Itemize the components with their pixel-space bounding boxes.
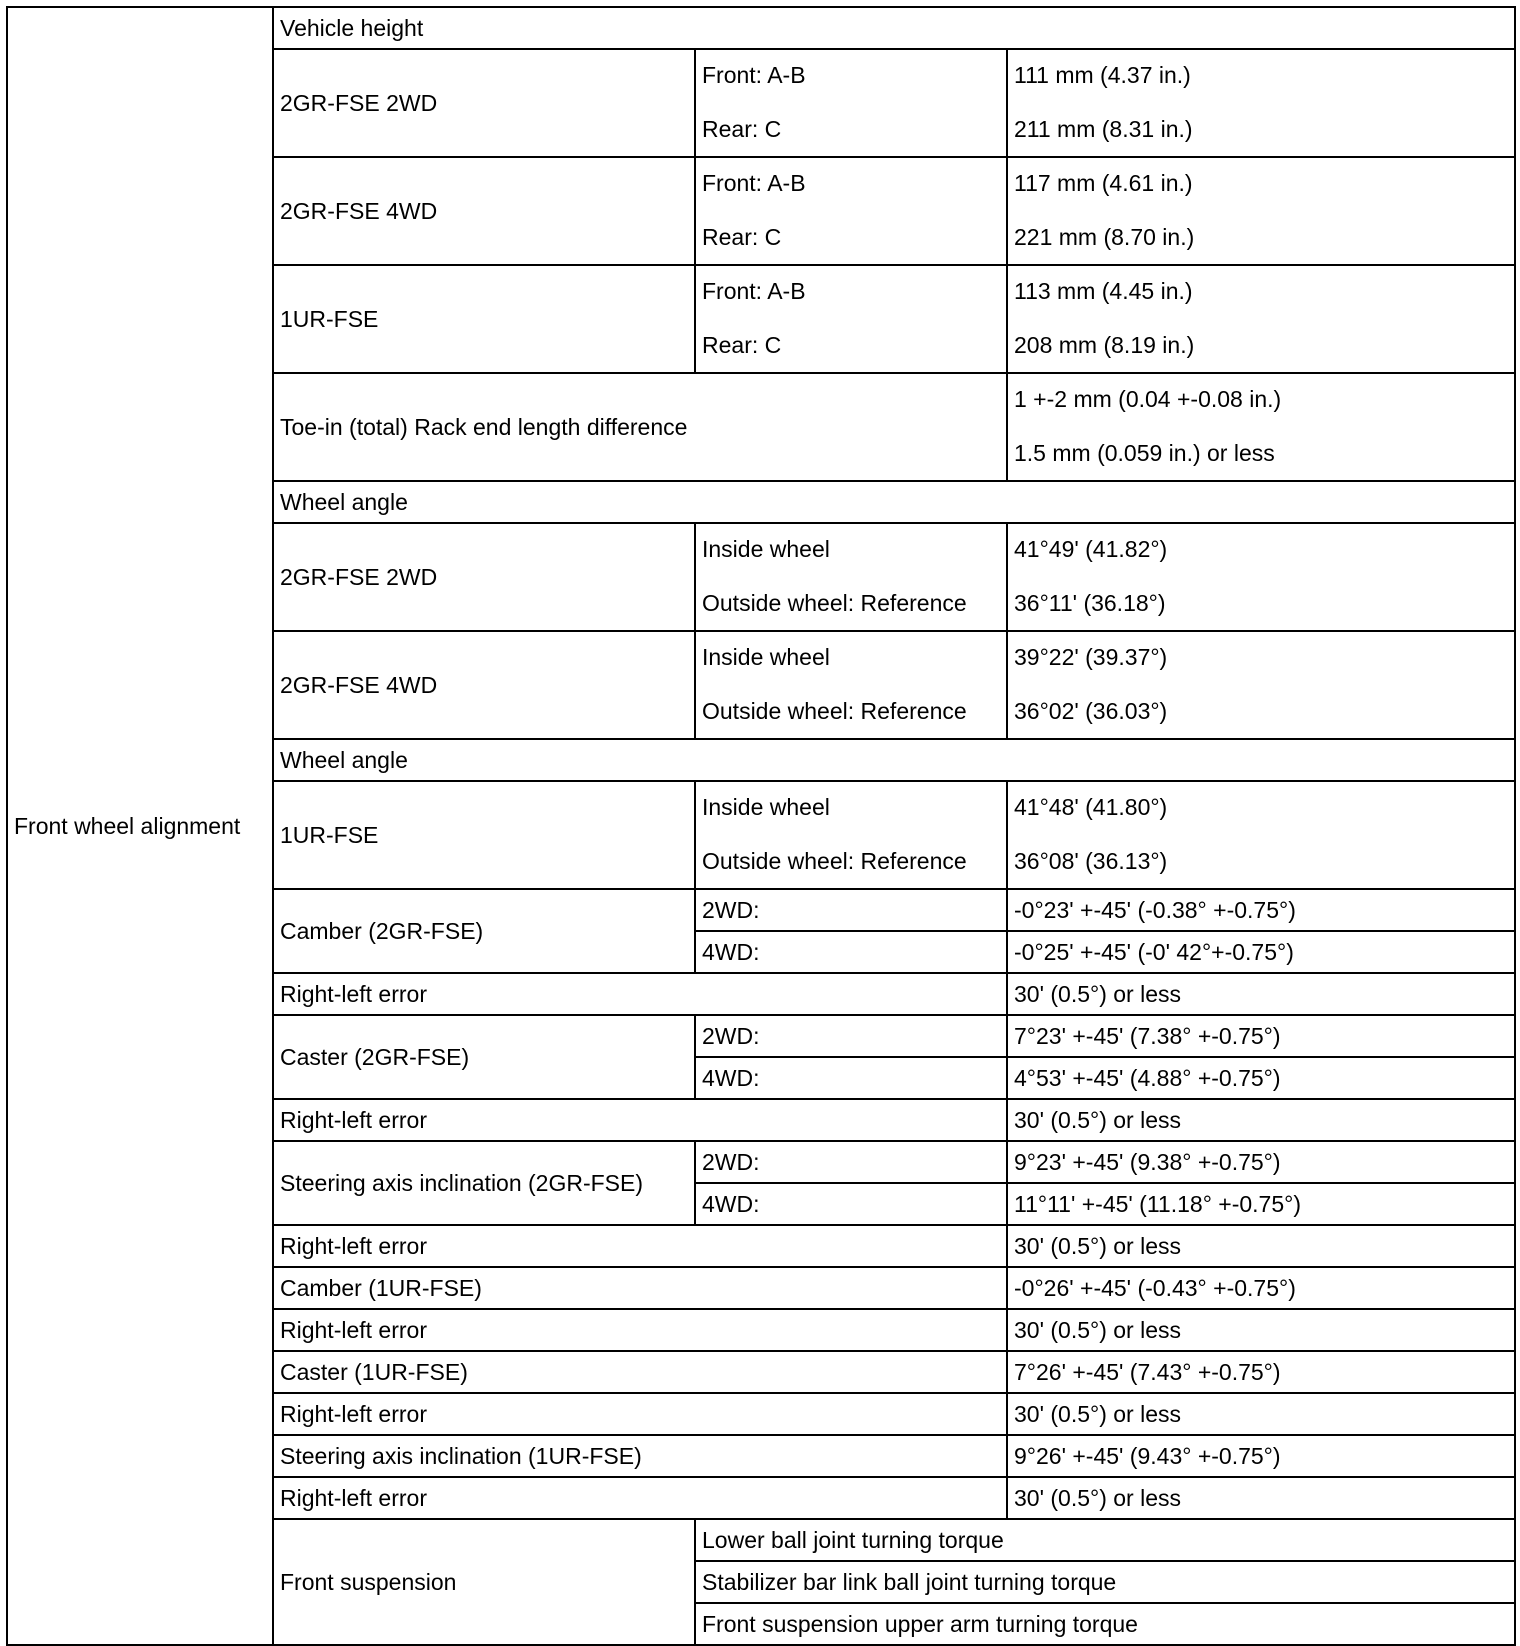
cell-line: 36°02' (36.03°): [1014, 698, 1168, 724]
model-cell: 2GR-FSE 4WD: [273, 631, 695, 739]
cell-line: 113 mm (4.45 in.): [1014, 278, 1193, 304]
value-cell: 7°26' +-45' (7.43° +-0.75°): [1007, 1351, 1515, 1393]
section-label-alignment: Front wheel alignment: [7, 7, 273, 1645]
value-cell: 30' (0.5°) or less: [1007, 973, 1515, 1015]
cell-line: 41°49' (41.82°): [1014, 536, 1168, 562]
label-cell: [695, 781, 1007, 889]
suspension-label: Stabilizer bar link ball joint turning torque: [695, 1561, 1515, 1603]
cell-line: 39°22' (39.37°): [1014, 644, 1168, 670]
value-cell: [1007, 781, 1515, 889]
value-cell: 4°53' +-45' (4.88° +-0.75°): [1007, 1057, 1515, 1099]
label-cell: [695, 157, 1007, 265]
model-cell: 2GR-FSE 2WD: [273, 49, 695, 157]
group-header-vehicle-height: Vehicle height: [273, 7, 1515, 49]
value-cell: -0°23' +-45' (-0.38° +-0.75°): [1007, 889, 1515, 931]
camber-2gr-label: Camber (2GR-FSE): [273, 889, 695, 973]
model-cell: 1UR-FSE: [273, 781, 695, 889]
section-label-suspension: Front suspension: [273, 1519, 695, 1645]
cell-line: 41°48' (41.80°): [1014, 794, 1168, 820]
camber-1ur-label: Camber (1UR-FSE): [273, 1267, 1007, 1309]
value-cell: [1007, 373, 1515, 481]
cell-line: Outside wheel: Reference: [702, 848, 967, 874]
drive-label: 4WD:: [695, 1057, 1007, 1099]
cell-line: 117 mm (4.61 in.): [1014, 170, 1193, 196]
value-cell: 30' (0.5°) or less: [1007, 1309, 1515, 1351]
value-cell: 9°23' +-45' (9.38° +-0.75°): [1007, 1141, 1515, 1183]
value-cell: [1007, 157, 1515, 265]
model-cell: 2GR-FSE 2WD: [273, 523, 695, 631]
cell-line: 221 mm (8.70 in.): [1014, 224, 1195, 250]
group-header-wheel-angle: Wheel angle: [273, 481, 1515, 523]
suspension-label: Lower ball joint turning torque: [695, 1519, 1515, 1561]
right-left-error-label: Right-left error: [273, 1477, 1007, 1519]
value-cell: [1007, 49, 1515, 157]
cell-line: 211 mm (8.31 in.): [1014, 116, 1193, 142]
value-cell: -0°25' +-45' (-0' 42°+-0.75°): [1007, 931, 1515, 973]
cell-line: 36°08' (36.13°): [1014, 848, 1168, 874]
cell-line: 111 mm (4.37 in.): [1014, 62, 1191, 88]
drive-label: 2WD:: [695, 1141, 1007, 1183]
value-cell: [1007, 631, 1515, 739]
cell-line: Outside wheel: Reference: [702, 698, 967, 724]
drive-label: 4WD:: [695, 1183, 1007, 1225]
value-cell: 30' (0.5°) or less: [1007, 1099, 1515, 1141]
cell-line: Rear: C: [702, 116, 782, 142]
caster-1ur-label: Caster (1UR-FSE): [273, 1351, 1007, 1393]
right-left-error-label: Right-left error: [273, 1225, 1007, 1267]
right-left-error-label: Right-left error: [273, 1099, 1007, 1141]
model-cell: 2GR-FSE 4WD: [273, 157, 695, 265]
group-header-wheel-angle: Wheel angle: [273, 739, 1515, 781]
value-cell: 30' (0.5°) or less: [1007, 1477, 1515, 1519]
model-cell: 1UR-FSE: [273, 265, 695, 373]
cell-line: Inside wheel: [702, 536, 830, 562]
cell-line: Rear: C: [702, 332, 782, 358]
label-cell: [695, 523, 1007, 631]
cell-line: Front: A-B: [702, 170, 806, 196]
value-cell: 30' (0.5°) or less: [1007, 1225, 1515, 1267]
drive-label: 4WD:: [695, 931, 1007, 973]
suspension-label: Front suspension upper arm turning torque: [695, 1603, 1515, 1645]
label-cell: [695, 265, 1007, 373]
label-cell: [695, 631, 1007, 739]
cell-line: Inside wheel: [702, 794, 830, 820]
value-cell: 30' (0.5°) or less: [1007, 1393, 1515, 1435]
cell-line: Inside wheel: [702, 644, 830, 670]
value-cell: [1007, 265, 1515, 373]
table-row: [7, 7, 1515, 49]
cell-line: 208 mm (8.19 in.): [1014, 332, 1195, 358]
cell-line: Front: A-B: [702, 62, 806, 88]
cell-line: Front: A-B: [702, 278, 806, 304]
cell-line: 1 +-2 mm (0.04 +-0.08 in.): [1014, 386, 1282, 412]
label-cell: [695, 49, 1007, 157]
cell-line: Rear: C: [702, 224, 782, 250]
right-left-error-label: Right-left error: [273, 1309, 1007, 1351]
sai-1ur-label: Steering axis inclination (1UR-FSE): [273, 1435, 1007, 1477]
value-cell: 11°11' +-45' (11.18° +-0.75°): [1007, 1183, 1515, 1225]
caster-2gr-label: Caster (2GR-FSE): [273, 1015, 695, 1099]
value-cell: 7°23' +-45' (7.38° +-0.75°): [1007, 1015, 1515, 1057]
value-cell: [1007, 523, 1515, 631]
cell-line: 1.5 mm (0.059 in.) or less: [1014, 440, 1275, 466]
drive-label: 2WD:: [695, 889, 1007, 931]
sai-2gr-label: Steering axis inclination (2GR-FSE): [273, 1141, 695, 1225]
value-cell: -0°26' +-45' (-0.43° +-0.75°): [1007, 1267, 1515, 1309]
value-cell: 9°26' +-45' (9.43° +-0.75°): [1007, 1435, 1515, 1477]
drive-label: 2WD:: [695, 1015, 1007, 1057]
cell-line: 36°11' (36.18°): [1014, 590, 1166, 616]
right-left-error-label: Right-left error: [273, 1393, 1007, 1435]
right-left-error-label: Right-left error: [273, 973, 1007, 1015]
toe-in-label: Toe-in (total) Rack end length difference: [273, 373, 1007, 481]
spec-table: [6, 6, 1516, 1646]
cell-line: Outside wheel: Reference: [702, 590, 967, 616]
